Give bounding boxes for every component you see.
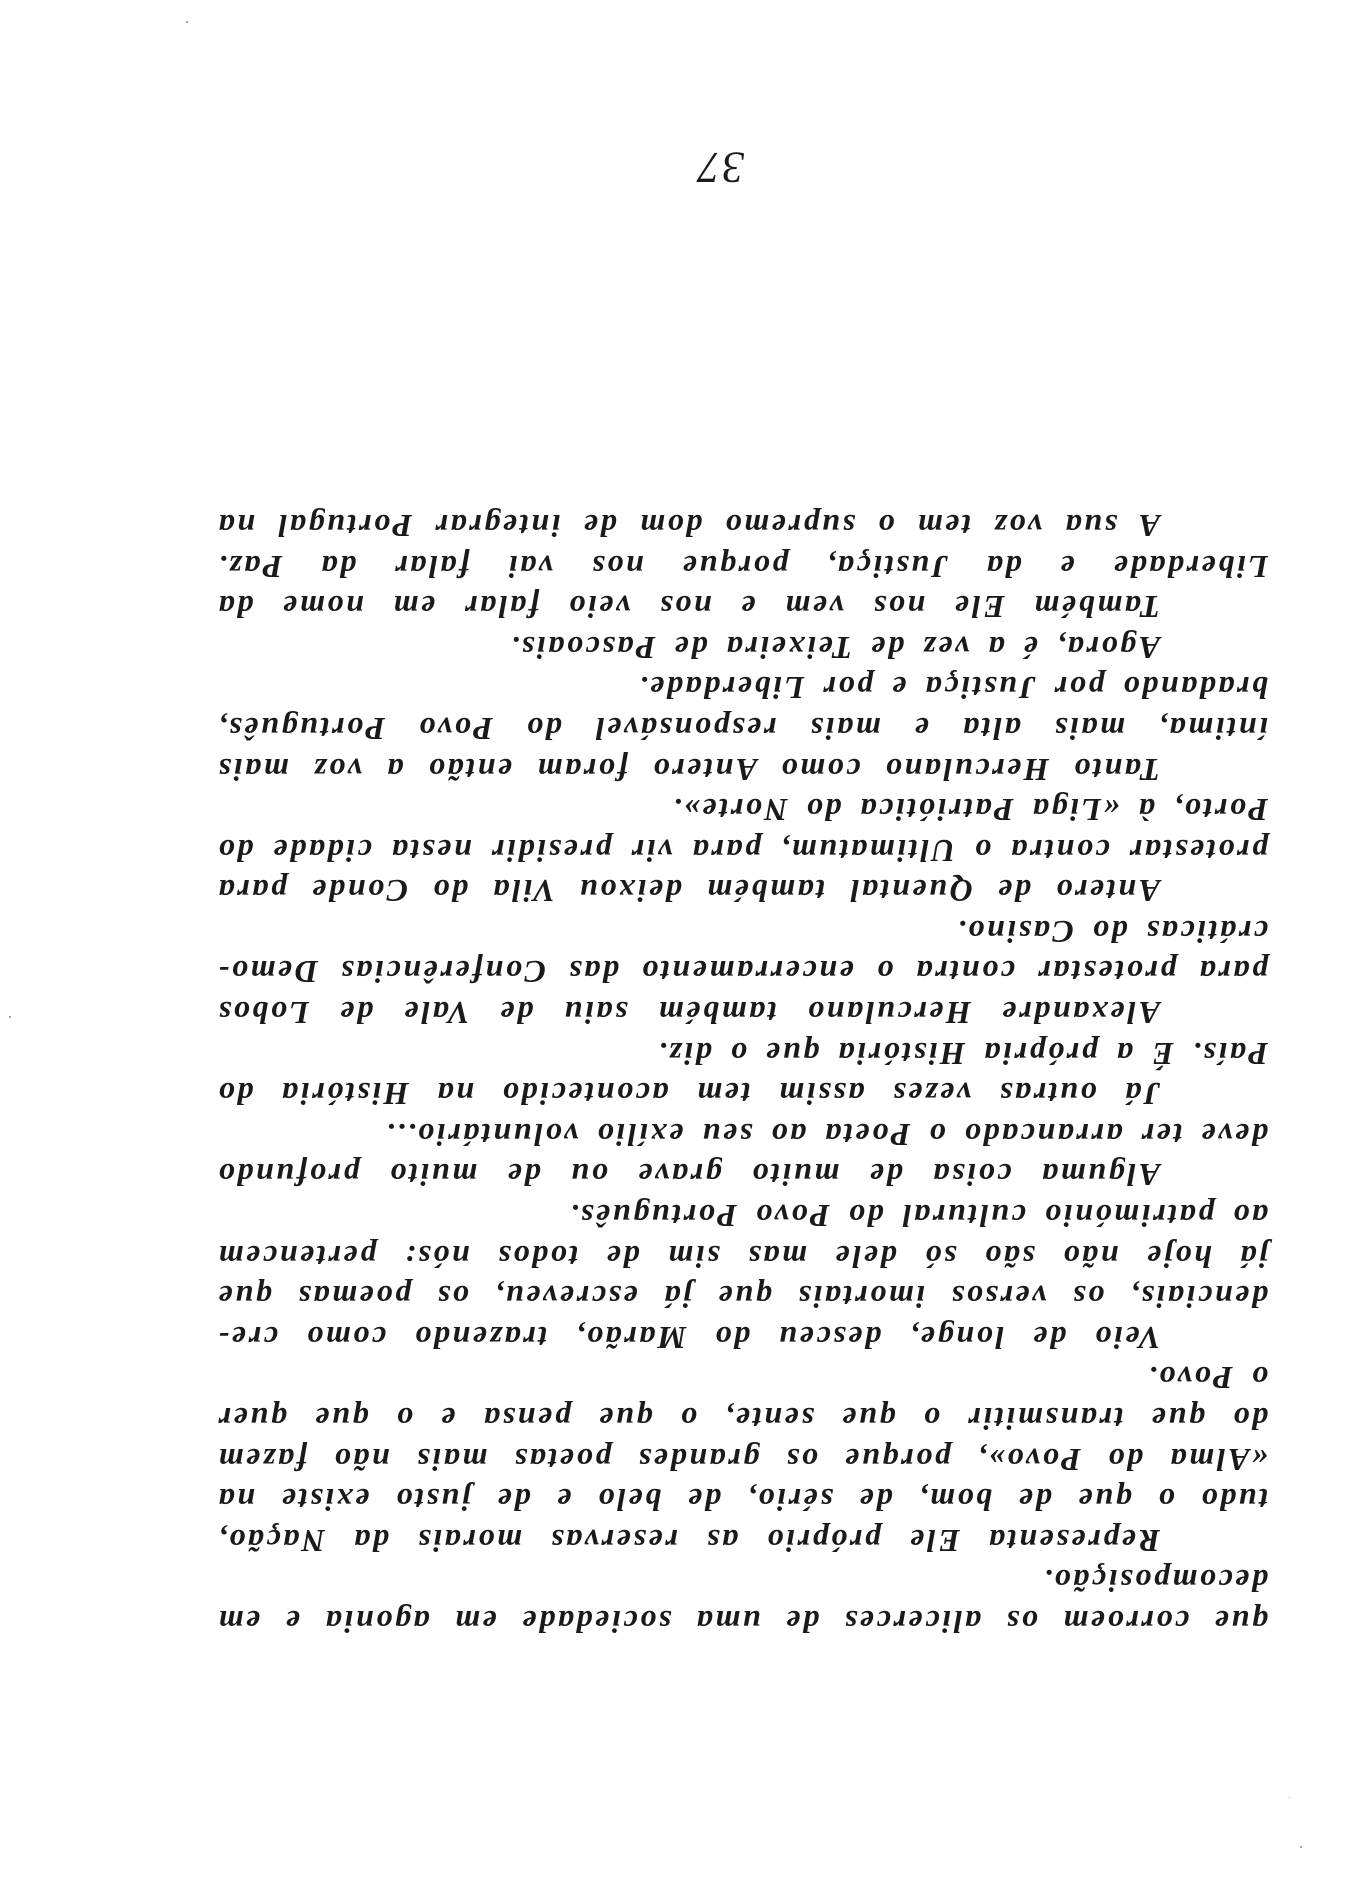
scan-speck <box>1300 1846 1302 1848</box>
text-line: Veio de longe, desceu do Marão, trazendo como cre- <box>216 1319 1160 1356</box>
text-line: o Povo. <box>1146 1360 1268 1397</box>
text-line: Representa Ele próprio as reservas morais da Nação, <box>216 1522 1160 1559</box>
text-line: decomposição. <box>1041 1563 1268 1600</box>
text-line: do que transmitir o que sente, o que pensa e o que quer <box>216 1401 1268 1438</box>
text-line: Liberdade e da Justiça, porque nos vai falar da Paz. <box>216 548 1268 585</box>
text-line: deve ter arrancado o Poeta ao seu exílio voluntário... <box>383 1116 1268 1153</box>
text-line: protestar contra o Ultimatum, para vir presidir nesta cidade do <box>216 832 1268 869</box>
text-line: Também Ele nos vem e nos veio falar em nome da <box>216 589 1160 626</box>
text-line: denciais, os versos imortais que já escreveu, os poemas que <box>216 1279 1268 1316</box>
scan-speck <box>9 1016 11 1018</box>
scan-speck <box>1289 1797 1290 1798</box>
text-line: já hoje não são só dele mas sim de todos nós: pertencem <box>216 1238 1268 1275</box>
text-line: que corroem os alicerces de uma sociedade em agonia e em <box>216 1604 1268 1640</box>
text-line: bradando por Justiça e por Liberdade. <box>636 670 1268 707</box>
text-line: cráticas do Casino. <box>955 913 1268 950</box>
text-line: País. É a própria História que o diz. <box>655 1035 1268 1072</box>
page-number: 37 <box>696 143 744 192</box>
text-line: «Alma do Povo», porque os grandes poetas mais não fazem <box>216 1441 1268 1478</box>
scan-speck <box>186 21 188 23</box>
text-line: para protestar contra o encerramento das Conferências Demo- <box>216 954 1268 991</box>
text-line: Já outras vezes assim tem acontecido na História do <box>216 1076 1160 1113</box>
body-text <box>216 505 1268 1642</box>
text-line: A sua voz tem o supremo dom de integrar Portugal na <box>216 507 1160 544</box>
text-line: íntima, mais alta e mais responsável do Povo Português, <box>216 710 1268 747</box>
text-line: Tanto Herculano como Antero foram então a voz mais <box>216 751 1160 788</box>
text-line: Alexandre Herculano também saiu de Vale de Lobos <box>216 995 1160 1032</box>
text-line: Alguma coisa de muito grave ou de muito profundo <box>216 1157 1160 1194</box>
text-line: Agora, é a vez de Teixeira de Pascoais. <box>508 629 1160 666</box>
text-line: tudo o que de bom, de sério, de belo e de justo existe na <box>216 1482 1268 1519</box>
text-line: Antero de Quental também deixou Vila do Conde para <box>216 873 1160 910</box>
text-line: ao património cultural do Povo Português. <box>567 1198 1268 1235</box>
text-line: Porto, à «Liga Patriótica do Norte». <box>670 792 1268 829</box>
